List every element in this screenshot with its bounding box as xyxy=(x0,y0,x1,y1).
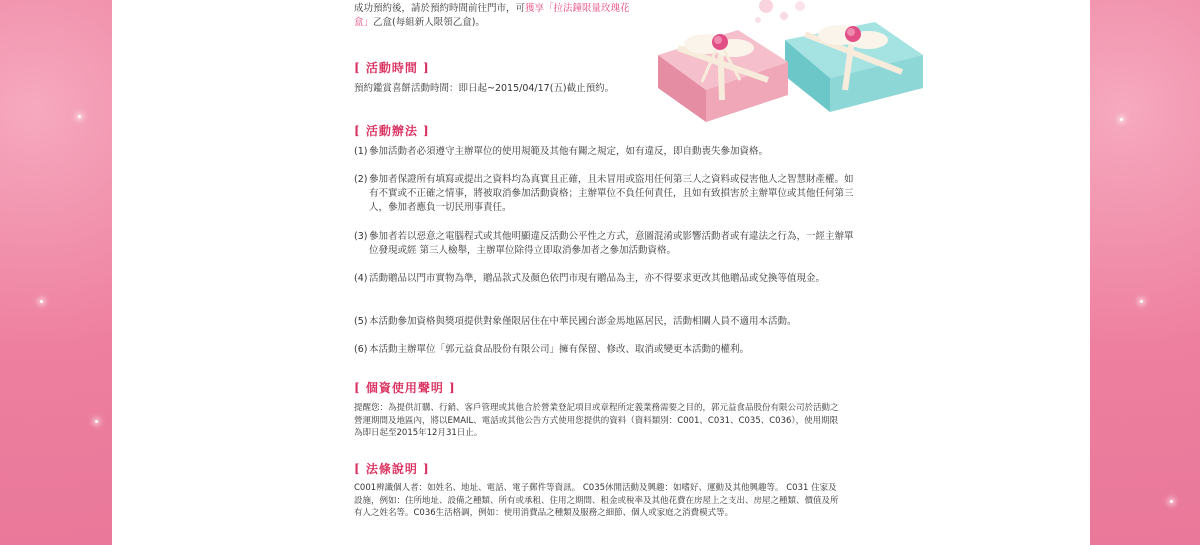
rule-text: 參加活動者必須遵守主辦單位的使用規範及其他有關之規定，如有違反，即自動喪失參加資格。 xyxy=(369,146,769,157)
intro-line-1 xyxy=(354,2,630,16)
rule-text: 本活動主辦單位「郭元益食品股份有限公司」擁有保留、修改、取消或變更本活動的權利。 xyxy=(369,344,750,355)
rule-item xyxy=(354,173,854,215)
section-title-time: [ 活動時間 ] xyxy=(354,61,430,75)
main-panel xyxy=(112,0,1090,545)
rule-number: (1) xyxy=(354,146,368,157)
section-title-method: [ 活動辦法 ] xyxy=(354,124,430,138)
rule-text: 活動贈品以門市實物為準，贈品款式及顏色依門市現有贈品為主，亦不得要求更改其他贈品或兌換等值現金。 xyxy=(369,273,826,284)
rule-number: (6) xyxy=(354,344,368,355)
sparkle xyxy=(95,420,98,423)
sparkle xyxy=(78,115,81,118)
time-text: 預約鑑賞喜餅活動時間：即日起~2015/04/17(五)截止預約。 xyxy=(354,83,615,94)
background-left xyxy=(0,0,112,545)
intro-text: 成功預約後，請於預約時間前往門市，可 xyxy=(354,3,526,14)
rule-item xyxy=(354,343,854,357)
terms-text: C001辨識個人者：如姓名、地址、電話、電子郵件等資訊。 C035休閒活動及興趣：如嗜好、運動及其他興趣等。 C031 住家及設施，例如：住所地址、設備之種類、所有或承租、住用之期間、租金或稅率及其他花費在房屋上之支出、房屋之種類、價值及所有人之姓名等。C036生活格調，例如：使用消費品之種類及服務之細節、個人或家庭之消費模式等。 xyxy=(354,483,839,518)
privacy-text: 提醒您：為提供訂購、行銷、客戶管理或其他合於營業登記項目或章程所定義業務需要之目的，郭元益食品股份有限公司於活動之營運期間及地區內，將以EMAIL、電話或其他公告方式使用您提供的資料（資料類別：C001、C031、C035、C036），使用期限為即日起至2015年12月31日止。 xyxy=(354,403,839,438)
gift-boxes-image xyxy=(640,0,940,125)
section-title-privacy: [ 個資使用聲明 ] xyxy=(354,381,456,395)
rule-number: (2) xyxy=(354,174,368,185)
section-title-terms: [ 法條說明 ] xyxy=(354,462,430,476)
sparkle xyxy=(1140,300,1143,303)
sparkle xyxy=(40,300,43,303)
intro-highlight: 獲享「拉法鐘限量玫瑰花 xyxy=(525,3,630,14)
rule-text: 本活動參加資格與獎項提供對象僅限居住在中華民國台澎金馬地區居民，活動相關人員不適用本活動。 xyxy=(369,316,797,327)
background-right xyxy=(1090,0,1200,545)
rule-text: 參加者保證所有填寫或提出之資料均為真實且正確，且未冒用或盜用任何第三人之資料或侵害他人之智慧財產權。如有不實或不正確之情事，將被取消參加活動資格；主辦單位不負任何責任，且如有致損害於主辦單位或其他任何第三人，參加者應負一切民刑事責任。 xyxy=(369,174,854,213)
sparkle xyxy=(1120,118,1123,121)
pink-box xyxy=(658,30,788,122)
rule-item xyxy=(354,230,854,258)
sparkle xyxy=(1170,500,1173,503)
rule-number: (4) xyxy=(354,273,368,284)
rule-number: (5) xyxy=(354,316,368,327)
rule-item xyxy=(354,272,854,286)
intro-highlight: 盒」 xyxy=(354,17,374,28)
intro-text: 乙盒(每組新人限領乙盒)。 xyxy=(373,17,485,28)
rule-text: 參加者若以惡意之電腦程式或其他明顯違反活動公平性之方式，意圖混淆或影響活動者或有違法之行為，一經主辦單位發現或經 第三人檢舉，主辦單位除得立即取消參加者之參加活動資格。 xyxy=(369,231,854,256)
teal-box xyxy=(785,22,923,112)
rule-item xyxy=(354,145,854,159)
intro-line-2 xyxy=(354,16,485,30)
rule-number: (3) xyxy=(354,231,368,242)
rule-item xyxy=(354,315,854,329)
gift-boxes-svg xyxy=(640,0,940,125)
